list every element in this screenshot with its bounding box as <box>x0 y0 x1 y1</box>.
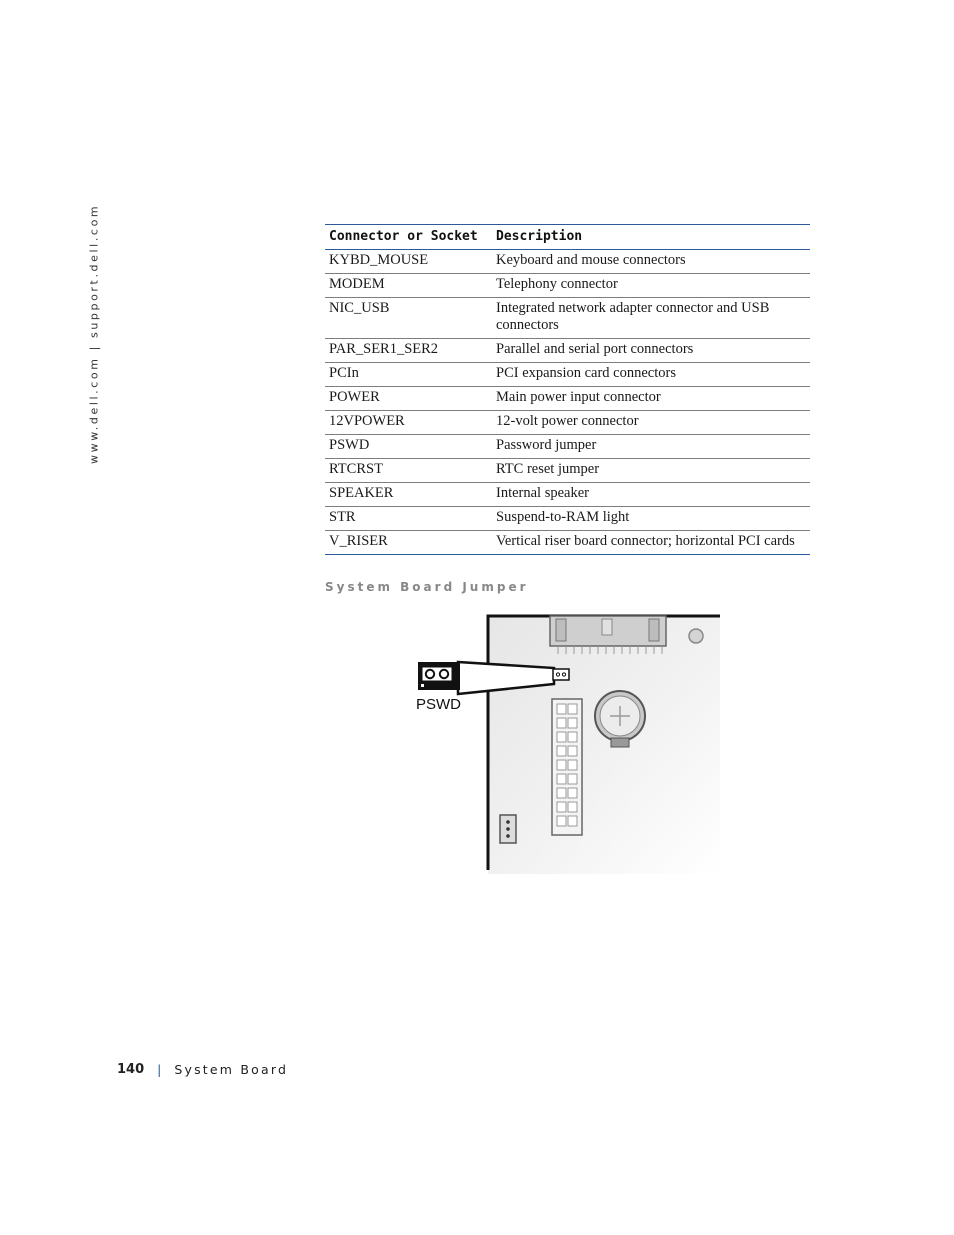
description-cell: RTC reset jumper <box>492 459 810 483</box>
table-row <box>325 363 810 387</box>
table-row <box>325 507 810 531</box>
sidebar-url: www.dell.com | support.dell.com <box>87 203 101 464</box>
connector-cell: 12VPOWER <box>325 411 492 435</box>
page-footer <box>117 1062 288 1077</box>
description-cell: Suspend-to-RAM light <box>492 507 810 531</box>
description-cell: Parallel and serial port connectors <box>492 339 810 363</box>
description-cell: Keyboard and mouse connectors <box>492 250 810 274</box>
power-connector <box>552 699 582 835</box>
pswd-callout-label: PSWD <box>416 696 461 713</box>
connector-cell: PCIn <box>325 363 492 387</box>
table-row <box>325 298 810 339</box>
table-row <box>325 387 810 411</box>
system-board-diagram <box>410 610 730 874</box>
table-row <box>325 274 810 298</box>
connector-cell: RTCRST <box>325 459 492 483</box>
connector-cell: SPEAKER <box>325 483 492 507</box>
connector-table <box>325 224 810 555</box>
description-cell: 12-volt power connector <box>492 411 810 435</box>
description-cell: Password jumper <box>492 435 810 459</box>
connector-cell: PSWD <box>325 435 492 459</box>
table-row <box>325 435 810 459</box>
table-header-row <box>325 225 810 250</box>
connector-cell: PAR_SER1_SER2 <box>325 339 492 363</box>
column-header-description: Description <box>492 225 810 250</box>
table-row <box>325 459 810 483</box>
description-cell: PCI expansion card connectors <box>492 363 810 387</box>
connector-cell: MODEM <box>325 274 492 298</box>
description-cell: Internal speaker <box>492 483 810 507</box>
board-surface <box>488 616 720 874</box>
description-cell: Main power input connector <box>492 387 810 411</box>
connector-cell: STR <box>325 507 492 531</box>
three-pin-header <box>500 815 516 843</box>
connector-cell: V_RISER <box>329 533 388 549</box>
page-number: 140 <box>117 1062 145 1077</box>
connector-cell: NIC_USB <box>325 298 492 339</box>
figure-heading: System Board Jumper <box>325 580 529 594</box>
pswd-jumper-on-board <box>553 669 569 680</box>
round-component <box>689 629 703 643</box>
table-row <box>325 411 810 435</box>
connector-cell: KYBD_MOUSE <box>325 250 492 274</box>
table-row <box>325 339 810 363</box>
footer-separator: | <box>157 1062 162 1077</box>
chapter-title: System Board <box>174 1062 289 1077</box>
column-header-connector: Connector or Socket <box>325 225 492 250</box>
description-cell: Integrated network adapter connector and USB connectors <box>492 298 810 339</box>
connector-cell: POWER <box>325 387 492 411</box>
table-row <box>325 531 810 555</box>
description-cell: Telephony connector <box>492 274 810 298</box>
description-cell: Vertical riser board connector; horizontal PCI cards <box>496 533 795 549</box>
table-row <box>325 250 810 274</box>
table-row <box>325 483 810 507</box>
pswd-jumper-magnified <box>418 662 460 690</box>
